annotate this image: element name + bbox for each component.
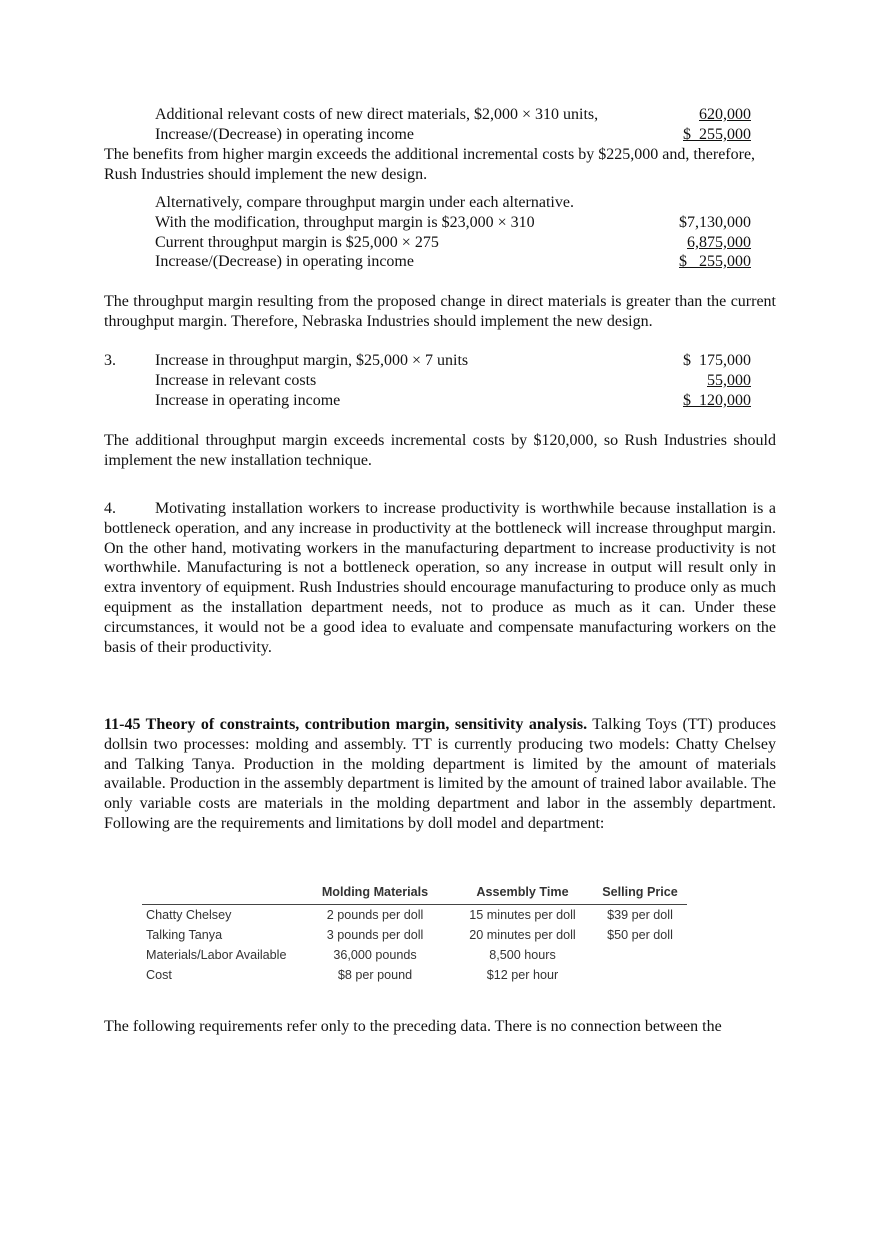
cell-price: $50 per doll [607,928,673,942]
header-assembly: Assembly Time [476,885,569,899]
cell-assembly: 20 minutes per doll [469,928,576,942]
cell-assembly: $12 per hour [486,968,559,982]
alt-row-amount-increase: $ 255,000 [679,253,751,270]
table-header-rule [142,904,687,905]
cell-molding: $8 per pound [337,968,413,982]
cell-molding: 3 pounds per doll [326,928,424,942]
req3-row-label-margin: Increase in throughput margin, $25,000 × 7 units [155,352,469,369]
cell-molding: 36,000 pounds [333,948,417,962]
row-label: Chatty Chelsey [146,908,232,922]
alt-row-label-modified: With the modification, throughput margin is $23,000 × 310 [155,214,535,231]
row-label-new-materials: Additional relevant costs of new direct materials, $2,000 × 310 units, [155,106,599,123]
req3-row-amount-margin: $ 175,000 [683,352,751,369]
row-label: Talking Tanya [146,928,223,942]
cell-assembly: 15 minutes per doll [469,908,576,922]
row-label: Materials/Labor Available [146,948,287,962]
row-amount-operating-income: $ 255,000 [683,126,751,143]
conclusion-paragraph: The benefits from higher margin exceeds the additional incremental costs by $225,000 and, therefore, Rush Industries should implement the new design. [104,146,756,183]
req3-row-label-income: Increase in operating income [155,392,341,409]
header-molding: Molding Materials [321,885,429,899]
cell-molding: 2 pounds per doll [326,908,424,922]
req3-row-amount-costs: 55,000 [707,372,751,389]
alternative-conclusion: The throughput margin resulting from the proposed change in direct materials is greater than the current throughput margin. Therefore, Nebraska Industries should implement the new design. [104,293,776,330]
alternative-intro: Alternatively, compare throughput margin under each alternative. [155,194,574,211]
req3-conclusion: The additional throughput margin exceeds incremental costs by $120,000, so Rush Industries should implement the new installation technique. [104,432,776,469]
alt-row-amount-modified: $7,130,000 [679,214,751,231]
problem-heading: 11-45 Theory of constraints, contribution margin, sensitivity analysis. [104,716,588,733]
alt-row-label-increase: Increase/(Decrease) in operating income [155,253,414,270]
cell-price: $39 per doll [607,908,673,922]
row-label: Cost [146,968,172,982]
cell-assembly: 8,500 hours [489,948,556,962]
req3-number: 3. [104,352,116,369]
req3-row-amount-income: $ 120,000 [683,392,751,409]
problem-paragraph [104,715,776,834]
row-label-operating-income: Increase/(Decrease) in operating income [155,126,414,143]
req3-row-label-costs: Increase in relevant costs [155,372,317,389]
req4-paragraph: 4. Motivating installation workers to increase productivity is worthwhile because installation is a bottleneck operation, and any increase in productivity at the bottleneck will increase throughput margin. On the other hand, motivating workers in the manufacturing department to increase productivity is not worthwhile. Manufacturing is not a bottleneck operation, so any increase in output will result only in extra inventory of equipment. Rush Industries should encourage manufacturing to produce only as much equipment as the installation department needs, not to produce as much as it can. Under these circumstances, it would not be a good idea to evaluate and compensate manufacturing workers on the basis of their productivity. [104,500,780,656]
footer-text: The following requirements refer only to the preceding data. There is no connection between the [104,1018,722,1035]
alt-row-label-current: Current throughput margin is $25,000 × 275 [155,234,439,251]
alt-row-amount-current: 6,875,000 [687,234,751,251]
row-amount-new-materials: 620,000 [699,106,751,123]
problem-body: Talking Toys (TT) produces dollsin two processes: molding and assembly. TT is currently producing two models: Chatty Chelsey and Talking Tanya. Production in the molding department is limited by the amount of materials available. Production in the assembly department is limited by the amount of trained labor available. The only variable costs are materials in the molding department and labor in the assembly department. Following are the requirements and limitations by doll model and department: [104,716,776,832]
header-price: Selling Price [602,885,678,899]
